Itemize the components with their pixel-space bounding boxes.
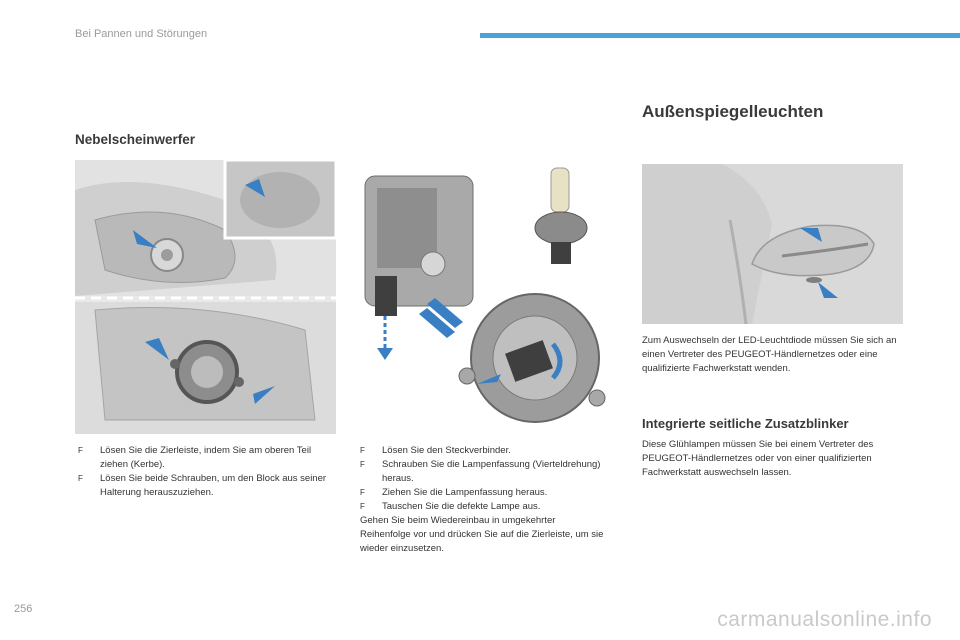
list-item: F Lösen Sie beide Schrauben, um den Block aus seiner Halterung herauszuziehen. [78, 473, 327, 498]
blinker-paragraph: Diese Glühlampen müssen Sie bei einem Vertreter des PEUGEOT-Händlernetzes oder von einer qualifizierten Fachwerkstatt auswechseln lassen. [642, 439, 874, 478]
reinstall-paragraph: Gehen Sie beim Wiedereinbau in umgekehrter Reihenfolge vor und drücken Sie auf die Zierleiste, um sie wieder einzusetzen. [360, 515, 604, 554]
list-item: F Schrauben Sie die Lampenfassung (Vierteldrehung) heraus. [360, 459, 601, 484]
checkbox-bullet-icon: F [360, 502, 365, 511]
list-item: F Lösen Sie die Zierleiste, indem Sie am oberen Teil ziehen (Kerbe). [78, 445, 312, 470]
steps-list-fog-lamp-trim [78, 444, 333, 500]
fog-lamp-bulb-illustration [357, 158, 608, 434]
checkbox-bullet-icon: F [78, 446, 83, 455]
checkbox-bullet-icon: F [78, 474, 83, 483]
heading-nebelscheinwerfer: Nebelscheinwerfer [75, 132, 196, 147]
led-paragraph: Zum Auswechseln der LED-Leuchtdiode müssen Sie sich an einen Vertreter des PEUGEOT-Händlernetzes oder eine qualifizierte Fachwerkstatt wenden. [642, 335, 897, 374]
list-item: F Ziehen Sie die Lampenfassung heraus. [360, 487, 548, 498]
heading-aussenspiegelleuchten: Außenspiegelleuchten [642, 102, 824, 121]
heading-integrierte-zusatzblinker: Integrierte seitliche Zusatzblinker [642, 416, 849, 431]
checkbox-bullet-icon: F [360, 446, 365, 455]
list-item: F Tauschen Sie die defekte Lampe aus. [360, 501, 541, 512]
watermark-text: carmanualsonline.info [717, 608, 932, 631]
header-accent-bar [480, 33, 960, 38]
checkbox-bullet-icon: F [360, 460, 365, 469]
list-item: F Lösen Sie den Steckverbinder. [360, 445, 511, 456]
checkbox-bullet-icon: F [360, 488, 365, 497]
steps-list-fog-lamp-bulb [360, 444, 610, 514]
header-section-title: Bei Pannen und Störungen [75, 28, 208, 40]
fog-lamp-trim-illustration [75, 160, 336, 434]
exterior-mirror-illustration [642, 164, 903, 324]
page-number: 256 [14, 603, 33, 615]
